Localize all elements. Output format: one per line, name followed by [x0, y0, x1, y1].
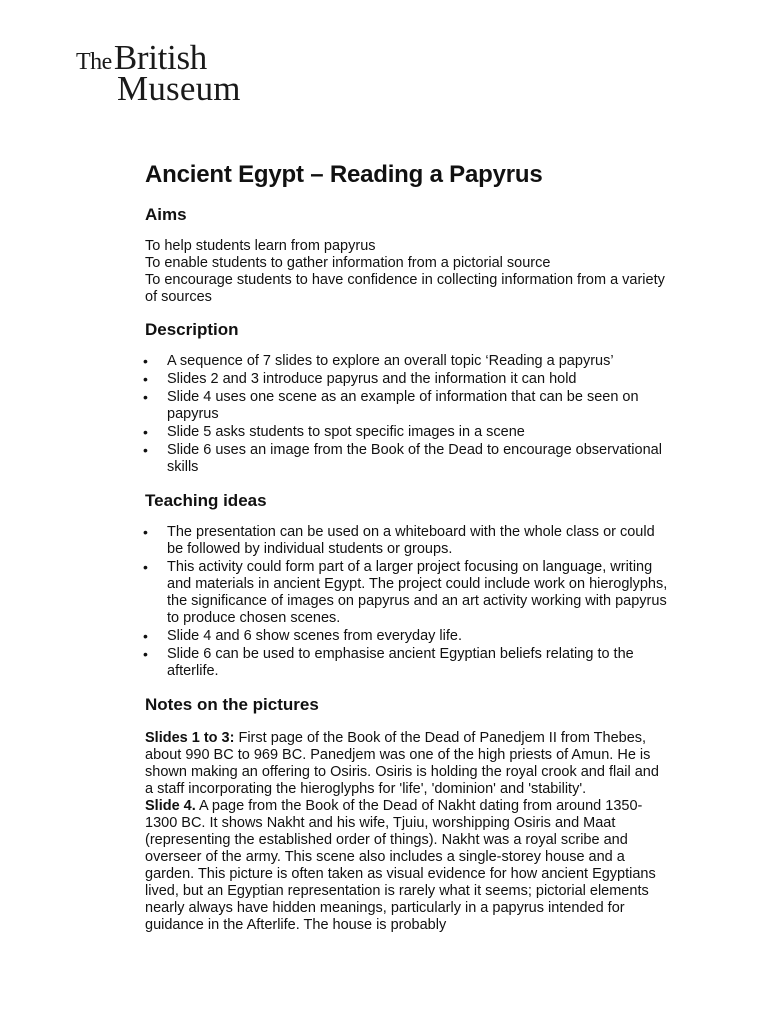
page-title: Ancient Egypt – Reading a Papyrus [145, 161, 543, 188]
notes-body [145, 730, 670, 934]
logo-the: The [76, 49, 112, 75]
logo-museum: Museum [117, 69, 241, 108]
list-item: • Slide 4 and 6 show scenes from everyday life. [145, 628, 670, 645]
list-item: • Slide 6 can be used to emphasise ancient Egyptian beliefs relating to the afterlife. [145, 646, 670, 680]
list-item: • Slides 2 and 3 introduce papyrus and the information it can hold [145, 371, 670, 388]
document-body [145, 160, 670, 934]
aims-line: To encourage students to have confidence in collecting information from a variety of sources [145, 272, 665, 305]
list-item: • Slide 5 asks students to spot specific images in a scene [145, 424, 670, 441]
description-heading: Description [145, 320, 239, 339]
list-item: • The presentation can be used on a whiteboard with the whole class or could be followed by individual students or groups. [145, 524, 670, 558]
aims-line: To enable students to gather information from a pictorial source [145, 255, 551, 271]
notes-label: Slide 4. [145, 798, 196, 814]
list-item: • Slide 6 uses an image from the Book of the Dead to encourage observational skills [145, 442, 670, 476]
aims-heading: Aims [145, 205, 187, 224]
logo-british: British [113, 38, 208, 77]
list-item: • This activity could form part of a larger project focusing on language, writing and materials in ancient Egypt. The project could include work on hieroglyphs, the significance of images on papyrus and an art activity working with papyrus to produce chosen scenes. [145, 559, 670, 627]
notes-text: A page from the Book of the Dead of Nakht dating from around 1350-1300 BC. It shows Nakht and his wife, Tjuiu, worshipping Osiris and Maat (representing the established order of things). Nakht was a royal scribe and overseer of the army. This scene also includes a single-storey house and a garden. This picture is often taken as visual evidence for how ancient Egyptians lived, but an Egyptian representation is rarely what it seems; pictorial elements nearly always have hidden meanings, particularly in a papyrus intended for guidance in the Afterlife. The house is probably [145, 798, 656, 933]
notes-label: Slides 1 to 3: [145, 730, 235, 746]
aims-line: To help students learn from papyrus [145, 238, 376, 254]
list-item: • A sequence of 7 slides to explore an overall topic ‘Reading a papyrus’ [145, 353, 670, 370]
notes-text: First page of the Book of the Dead of Panedjem II from Thebes, about 990 BC to 969 BC. Panedjem was one of the high priests of Amun. He is shown making an offering to Osiris. Osiris is holding the royal crook and flail and a staff incorporating the hieroglyphs for 'life', 'dominion' and 'stability'. [145, 730, 659, 797]
notes-paragraph-slides-1-3 [145, 730, 670, 798]
aims-list [145, 238, 670, 306]
british-museum-logo [76, 40, 241, 106]
teaching-ideas-list [145, 524, 670, 680]
notes-heading: Notes on the pictures [145, 695, 319, 714]
list-item: • Slide 4 uses one scene as an example of information that can be seen on papyrus [145, 389, 670, 423]
teaching-ideas-heading: Teaching ideas [145, 491, 267, 510]
description-list [145, 353, 670, 476]
notes-paragraph-slide-4 [145, 798, 670, 934]
